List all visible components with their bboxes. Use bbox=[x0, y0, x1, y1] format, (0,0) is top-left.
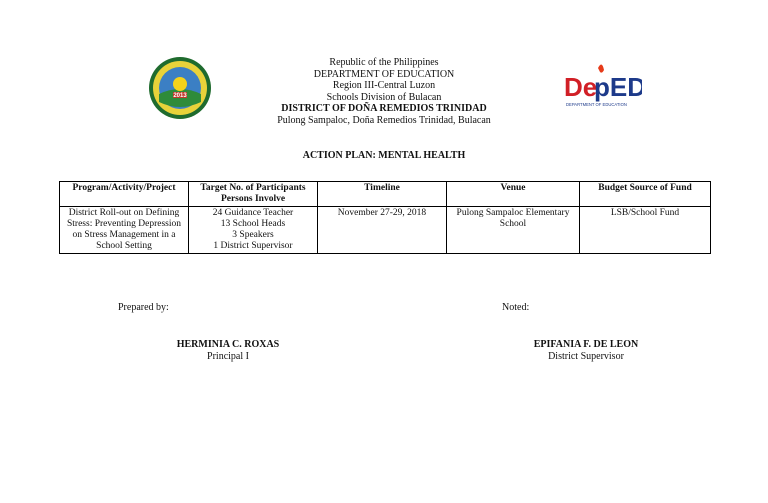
cell-timeline: November 27-29, 2018 bbox=[318, 207, 447, 254]
svg-text:De: De bbox=[564, 72, 598, 102]
table-row bbox=[60, 207, 711, 254]
letterhead-division: Schools Division of Bulacan bbox=[326, 91, 442, 103]
cell-participants bbox=[189, 207, 318, 254]
prepared-by-label: Prepared by: bbox=[118, 302, 169, 313]
participant-line: 24 Guidance Teacher bbox=[212, 208, 294, 218]
header-budget: Budget Source of Fund bbox=[580, 182, 711, 207]
action-plan-table bbox=[59, 181, 711, 254]
cell-budget: LSB/School Fund bbox=[580, 207, 711, 254]
prepared-by-name: HERMINIA C. ROXAS bbox=[176, 339, 280, 350]
cell-venue: Pulong Sampaloc Elementary School bbox=[447, 207, 580, 254]
header-participants: Target No. of Participants Persons Involve bbox=[189, 182, 318, 207]
svg-text:pED: pED bbox=[594, 72, 642, 102]
letterhead-region: Region III-Central Luzon bbox=[332, 80, 436, 91]
noted-by-name: EPIFANIA F. DE LEON bbox=[533, 339, 639, 350]
letterhead-republic: Republic of the Philippines bbox=[329, 57, 439, 68]
document-title: ACTION PLAN: MENTAL HEALTH bbox=[302, 150, 466, 161]
svg-text:2013: 2013 bbox=[173, 93, 187, 99]
letterhead-district: DISTRICT OF DOÑA REMEDIOS TRINIDAD bbox=[281, 103, 487, 114]
letterhead bbox=[200, 57, 568, 126]
letterhead-department: DEPARTMENT OF EDUCATION bbox=[313, 68, 455, 80]
deped-logo bbox=[562, 60, 642, 110]
svg-text:DEPARTMENT OF EDUCATION: DEPARTMENT OF EDUCATION bbox=[566, 102, 627, 107]
noted-by-title: District Supervisor bbox=[548, 351, 624, 362]
participant-line: 13 School Heads bbox=[220, 219, 286, 229]
header-venue: Venue bbox=[447, 182, 580, 207]
letterhead-address: Pulong Sampaloc, Doña Remedios Trinidad, Bulacan bbox=[277, 114, 491, 126]
table-header-row bbox=[60, 182, 711, 207]
prepared-by-title: Principal I bbox=[207, 351, 249, 362]
noted-label: Noted: bbox=[502, 302, 530, 313]
participant-line: 3 Speakers bbox=[232, 230, 274, 240]
header-program: Program/Activity/Project bbox=[60, 182, 189, 207]
cell-program: District Roll-out on Defining Stress: Preventing Depression on Stress Management in a School Setting bbox=[60, 207, 189, 254]
header-timeline: Timeline bbox=[318, 182, 447, 207]
participant-line: 1 District Supervisor bbox=[213, 241, 293, 251]
